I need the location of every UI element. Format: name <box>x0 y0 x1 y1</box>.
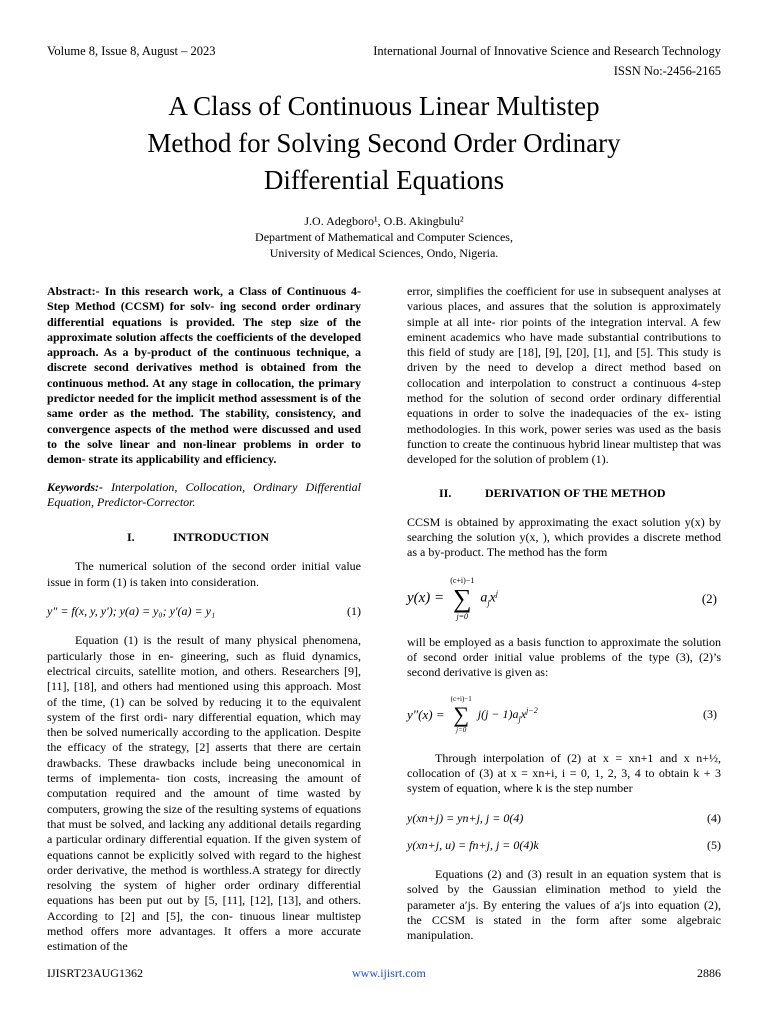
footer-website-link[interactable]: www.ijisrt.com <box>352 966 426 980</box>
section-title: DERIVATION OF THE METHOD <box>485 485 666 500</box>
left-column <box>47 284 361 955</box>
equation-1-body: y″ = f(x, y, y′); y(a) = y₀; y′(a) = y₁ <box>47 604 216 619</box>
right-paragraph-3: will be employed as a basis function to approximate the solution of second order initial value problems of the type (3), (2)’s second derivative is given as: <box>407 634 721 680</box>
equation-4-body: y(xn+j) = yn+j, j = 0(4) <box>407 810 524 825</box>
issn: ISSN No:-2456-2165 <box>613 64 721 78</box>
equation-3-body <box>407 695 538 735</box>
section-title: INTRODUCTION <box>173 530 270 545</box>
right-paragraph-2: CCSM is obtained by approximating the exact solution y(x) by searching the solution y(x, ), which provides a discrete method as a by-product. The method has the form <box>407 514 721 560</box>
footer-paper-id: IJISRT23AUG1362 <box>47 966 143 980</box>
equation-3-lhs: y″(x) = <box>407 706 445 722</box>
equation-4-label: (4) <box>707 810 721 825</box>
equation-1-label: (1) <box>347 604 361 619</box>
author-university: University of Medical Sciences, Ondo, Nigeria. <box>269 246 499 260</box>
right-paragraph-1: error, simplifies the coefficient for use in subsequent analyses at various places, and assures that the solution is approximately simple at all inte- rior points of the integration interval. A few eminent academics who have made substantial contributions to this field of study are [18], [9], [20], [1], and [5]. This study is driven by the need to develop a direct method based on collocation and interpolation to construct a continuous 4-step method for the solution of second order ordinary differential equations in order to solve the inadequacies of the ex- isting methodologies. In this work, power series was used as the basis function to create the continuous hybrid linear multistep that was developed for the solution of problem (1). <box>407 284 721 467</box>
keywords-text: Interpolation, Collocation, Ordinary Differential Equation, Predictor-Corrector. <box>47 479 361 509</box>
equation-2-body <box>407 576 498 622</box>
keywords-label: Keywords:- <box>47 479 103 494</box>
section-number: II. <box>439 485 452 500</box>
equation-1 <box>47 604 361 619</box>
title-line-3: Differential Equations <box>263 165 505 195</box>
equation-2 <box>407 571 721 627</box>
sigma-icon: ∑ <box>453 701 470 727</box>
journal-name: International Journal of Innovative Science and Research Technology <box>373 44 721 58</box>
equation-3 <box>407 691 721 739</box>
equation-2-lhs: y(x) = <box>407 590 445 607</box>
volume-info: Volume 8, Issue 8, August – 2023 <box>47 44 216 58</box>
equation-2-sum <box>450 576 474 622</box>
intro-paragraph-2: Equation (1) is the result of many physical phenomena, particularly those in en- gineering, such as fluid dynamics, electrical circuits, satellite motion, and others. Researchers [9], [11], [18], and others had mentioned using this approach. Most of the time, (1) can be solved by reducing it to the equivalent system of the first ordi- nary differential equation, which may then be solved numerically according to the application. Despite the efficacy of the strategy, [2] asserts that there are certain drawbacks. These drawbacks include being uneconomical in terms of implementa- tion costs, increasing the amount of computation required and the amount of time wasted by computers, growing the size of the resulting systems of equations that must be solved, and lacking any additional details regarding a particular ordinary differential equation. If the given system of equations cannot be explicitly solved with regard to the highest order derivative, the method is worthless.A strategy for directly resolving the system of higher order ordinary differential equations has been put out by [5, [11], [12], [13], and others. According to [2] and [5], the con- tinuous linear multistep method offers more advantages. It offers a more accurate estimation of the <box>47 633 361 954</box>
equation-2-term: $a_jx^j$ <box>480 589 498 608</box>
sigma-icon: ∑ <box>452 583 472 613</box>
author-department: Department of Mathematical and Computer Sciences, <box>255 230 513 244</box>
equation-5 <box>407 838 721 853</box>
equation-4 <box>407 811 721 826</box>
equation-5-label: (5) <box>707 837 721 852</box>
footer-page-number: 2886 <box>697 966 721 980</box>
title-line-1: A Class of Continuous Linear Multistep <box>168 91 600 121</box>
abstract: Abstract:- In this research work, a Class of Continuous 4-Step Method (CCSM) for solv- ing second order ordinary differential equations is provided. The step size of the approximate solution affects the coefficients of the developed approach. As a by-product of the continuous technique, a discrete second derivatives method is obtained from the continuous method. At any stage in collocation, the primary predictor needed for the implicit method assessment is of the same order as the method. The stability, consistency, and convergence aspects of the method were discussed and used to the solve linear and non-linear problems in order to demon- strate its applicability and efficiency. <box>47 284 361 467</box>
paper-title <box>60 88 708 199</box>
equation-3-sum <box>451 695 472 735</box>
equation-3-sum-lower: j=0 <box>456 725 467 734</box>
equation-5-body: y(xn+j, u) = fn+j, j = 0(4)k <box>407 837 539 852</box>
title-line-2: Method for Solving Second Order Ordinary <box>147 128 621 158</box>
section-heading-derivation <box>407 486 721 501</box>
equation-2-sum-lower: j=0 <box>456 611 469 621</box>
author-block <box>0 213 768 261</box>
equation-3-label: (3) <box>703 706 717 721</box>
section-number: I. <box>127 530 135 545</box>
keywords <box>47 480 361 511</box>
equation-2-sum-upper: (c+i)−1 <box>450 575 475 585</box>
right-paragraph-4: Through interpolation of (2) at x = xn+1 and x n+½, collocation of (3) at x = xn+i, i = 0, 1, 2, 3, 4 to obtain k + 3 system of equation, where k is the step number <box>407 750 721 796</box>
section-heading-introduction <box>47 530 361 545</box>
author-names: J.O. Adegboro¹, O.B. Akingbulu² <box>304 214 464 228</box>
right-paragraph-5: Equations (2) and (3) result in an equation system that is solved by the Gaussian elimination method to yield the parameter a′js. By entering the values of a′js into equation (2), the CCSM is stated in the form after some algebraic manipulation. <box>407 867 721 943</box>
equation-2-label: (2) <box>701 591 717 607</box>
equation-3-term: $j(j - 1)a_jx^{j-2}$ <box>477 705 538 724</box>
right-column <box>407 284 721 944</box>
intro-paragraph-1: The numerical solution of the second order initial value issue in form (1) is taken into consideration. <box>47 559 361 589</box>
equation-3-sum-upper: (c+i)−1 <box>450 694 472 703</box>
